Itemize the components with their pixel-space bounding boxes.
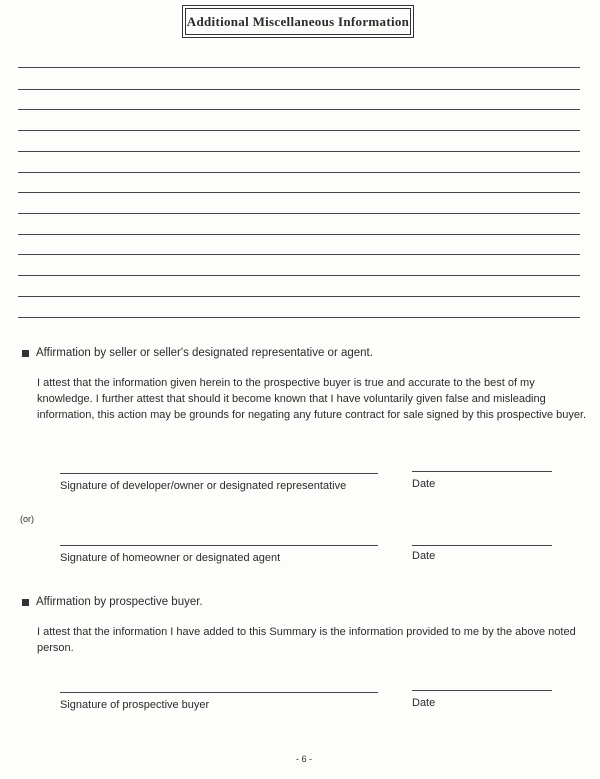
writing-line [18, 254, 580, 255]
seller-date-line[interactable] [412, 471, 552, 472]
seller-attestation-text: I attest that the information given herein to the prospective buyer is true and accurate to the best of my knowledge. I further attest that should it become known that I have voluntarily given false and misleading information, this action may be grounds for negating any future contract for sale signed by this prospective buyer. [37, 377, 587, 421]
writing-line [18, 317, 580, 318]
or-label: (or) [20, 514, 34, 524]
homeowner-date-line[interactable] [412, 545, 552, 546]
buyer-date-line[interactable] [412, 690, 552, 691]
writing-line [18, 89, 580, 90]
page-title: Additional Miscellaneous Information [185, 8, 411, 35]
sig1-label: Signature of developer/owner or designated representative [60, 480, 347, 492]
sig2-label: Signature of homeowner or designated agent [60, 552, 281, 564]
seller-heading-text: Affirmation by seller or seller's designated representative or agent. [36, 347, 373, 359]
writing-line [18, 151, 580, 152]
writing-line [18, 109, 580, 110]
date-label: Date [412, 550, 436, 562]
writing-line [18, 275, 580, 276]
date-label: Date [412, 697, 436, 709]
date-label: Date [412, 478, 436, 490]
writing-line [18, 192, 580, 193]
writing-line [18, 172, 580, 173]
page-number: - 6 - [296, 754, 313, 764]
buyer-signature-line[interactable] [60, 692, 378, 693]
buyer-affirmation-heading [22, 596, 203, 608]
buyer-sig-label: Signature of prospective buyer [60, 699, 210, 711]
writing-line [18, 213, 580, 214]
title-box [182, 5, 414, 38]
writing-line [18, 67, 580, 68]
writing-line [18, 130, 580, 131]
bullet-icon [22, 350, 29, 357]
buyer-attestation-text: I attest that the information I have added to this Summary is the information provided to me by the above noted person. [37, 626, 576, 654]
homeowner-signature-line[interactable] [60, 545, 378, 546]
buyer-heading-text: Affirmation by prospective buyer. [36, 596, 203, 608]
bullet-icon [22, 599, 29, 606]
seller-signature-line[interactable] [60, 473, 378, 474]
writing-line [18, 296, 580, 297]
seller-affirmation-heading [22, 347, 373, 359]
writing-line [18, 234, 580, 235]
